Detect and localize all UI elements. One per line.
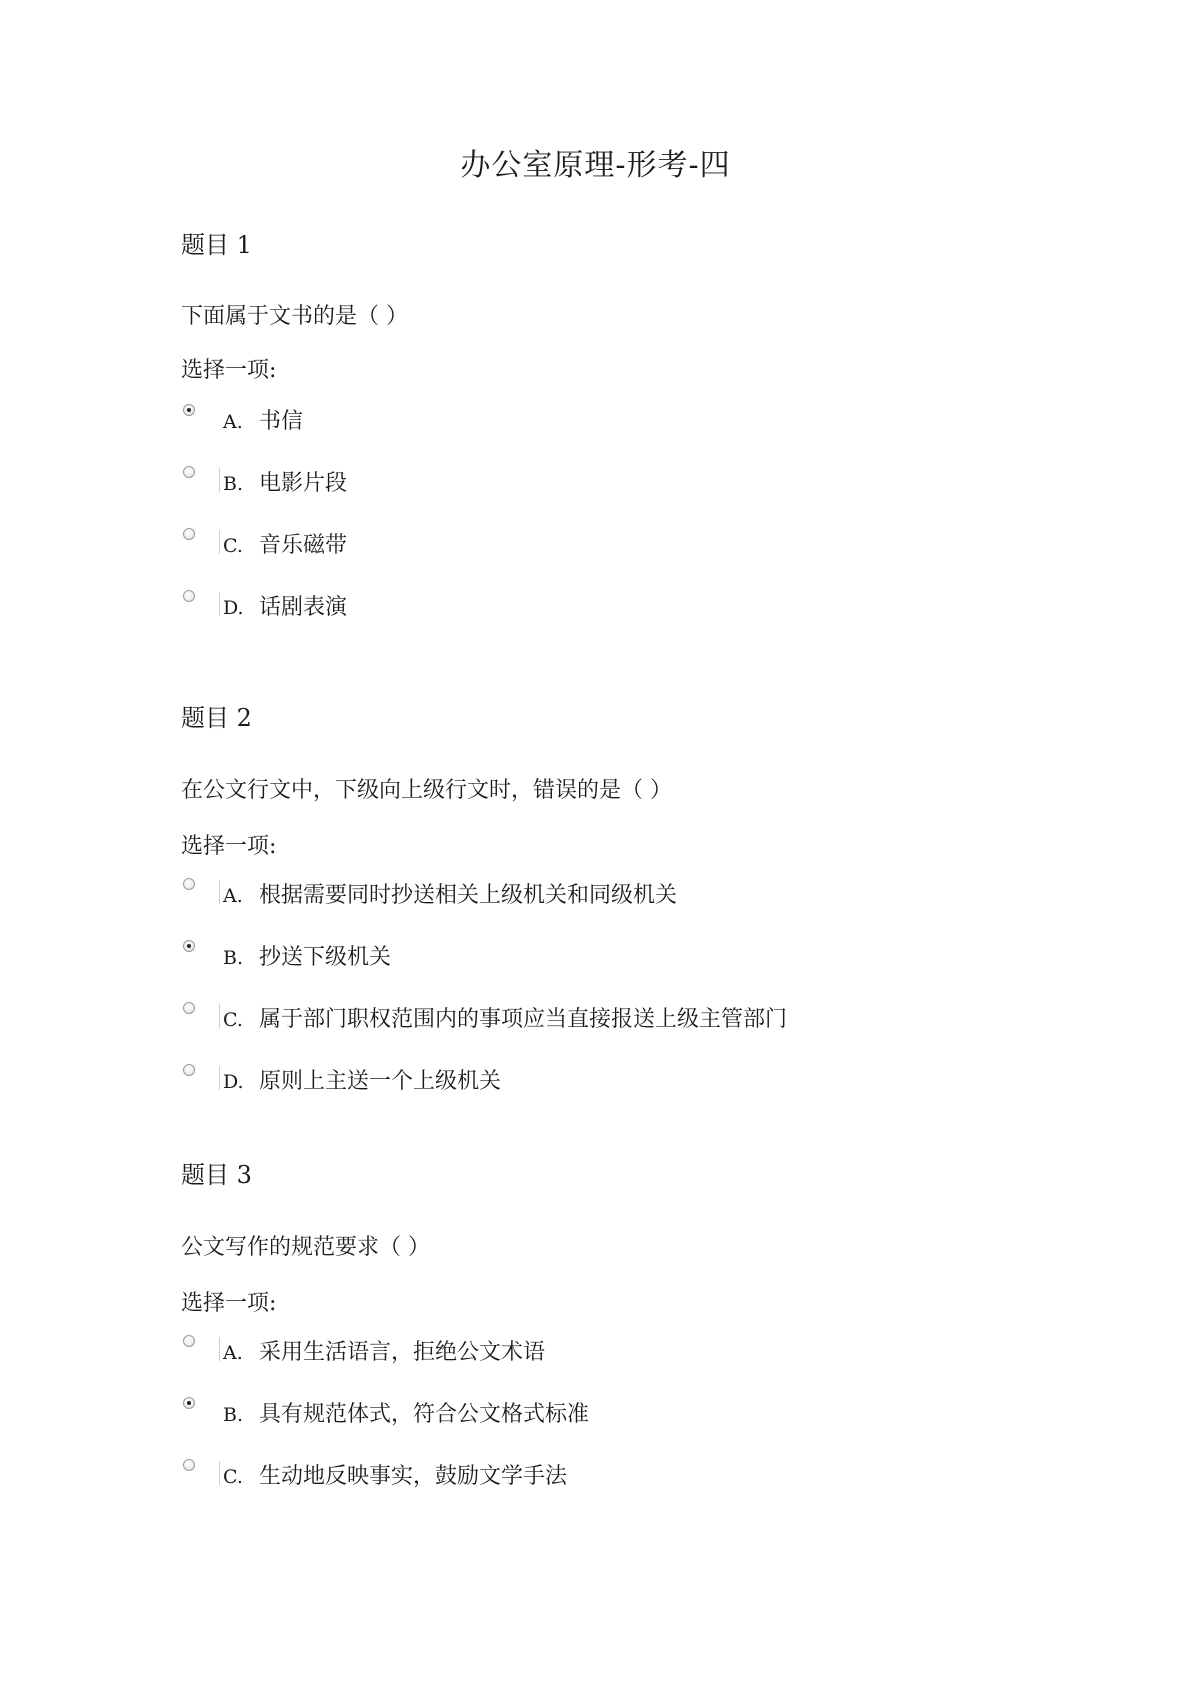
question-stem: 下面属于文书的是（ ）: [181, 304, 408, 329]
radio-icon[interactable]: [183, 1459, 195, 1471]
option-a[interactable]: [183, 404, 1083, 436]
option-text: 具有规范体式，符合公文格式标准: [259, 1402, 590, 1427]
option-text: 电影片段: [259, 471, 348, 496]
option-divider: [219, 880, 220, 904]
question-heading: 题目 1: [181, 231, 252, 259]
option-letter: B.: [223, 473, 244, 495]
radio-dot-icon: [187, 1401, 191, 1405]
option-letter: B.: [223, 1404, 244, 1426]
option-text: 属于部门职权范围内的事项应当直接报送上级主管部门: [259, 1007, 788, 1032]
question-stem: 公文写作的规范要求（ ）: [181, 1235, 430, 1260]
radio-selected-icon[interactable]: [183, 940, 195, 952]
question-stem: 在公文行文中，下级向上级行文时，错误的是（ ）: [181, 778, 672, 803]
option-c[interactable]: [183, 528, 1083, 560]
option-divider: [219, 1337, 220, 1361]
option-text: 原则上主送一个上级机关: [259, 1069, 502, 1094]
radio-icon[interactable]: [183, 466, 195, 478]
radio-icon[interactable]: [183, 590, 195, 602]
option-text: 根据需要同时抄送相关上级机关和同级机关: [259, 883, 678, 908]
option-a[interactable]: [183, 1335, 1083, 1367]
option-divider: [219, 1004, 220, 1028]
option-divider: [219, 1066, 220, 1090]
radio-dot-icon: [187, 944, 191, 948]
option-b[interactable]: [183, 466, 1083, 498]
option-letter: A.: [223, 1342, 243, 1364]
option-c[interactable]: [183, 1459, 1083, 1491]
radio-icon[interactable]: [183, 1335, 195, 1347]
option-d[interactable]: [183, 590, 1083, 622]
option-letter: D.: [223, 1071, 244, 1093]
option-divider: [219, 530, 220, 554]
option-letter: D.: [223, 597, 244, 619]
option-d[interactable]: [183, 1064, 1083, 1096]
option-c[interactable]: [183, 1002, 1083, 1034]
option-divider: [219, 468, 220, 492]
option-text: 抄送下级机关: [259, 945, 392, 970]
select-one-prompt: 选择一项:: [181, 358, 277, 383]
option-letter: A.: [223, 411, 243, 433]
option-a[interactable]: [183, 878, 1083, 910]
radio-icon[interactable]: [183, 1002, 195, 1014]
option-b[interactable]: [183, 940, 1083, 972]
option-letter: B.: [223, 947, 244, 969]
radio-selected-icon[interactable]: [183, 1397, 195, 1409]
radio-icon[interactable]: [183, 1064, 195, 1076]
option-divider: [219, 592, 220, 616]
option-text: 话剧表演: [259, 595, 348, 620]
document-title: 办公室原理-形考-四: [460, 148, 731, 183]
option-letter: C.: [223, 1466, 243, 1488]
option-divider: [219, 1461, 220, 1485]
radio-icon[interactable]: [183, 878, 195, 890]
option-letter: A.: [223, 885, 243, 907]
option-text: 书信: [259, 409, 304, 434]
option-text: 音乐磁带: [259, 533, 348, 558]
option-letter: C.: [223, 1009, 243, 1031]
radio-dot-icon: [187, 408, 191, 412]
question-heading: 题目 2: [181, 704, 252, 732]
option-text: 采用生活语言，拒绝公文术语: [259, 1340, 546, 1365]
select-one-prompt: 选择一项:: [181, 1291, 277, 1316]
radio-selected-icon[interactable]: [183, 404, 195, 416]
question-heading: 题目 3: [181, 1161, 252, 1189]
option-b[interactable]: [183, 1397, 1083, 1429]
option-text: 生动地反映事实，鼓励文学手法: [259, 1464, 568, 1489]
option-letter: C.: [223, 535, 243, 557]
select-one-prompt: 选择一项:: [181, 834, 277, 859]
radio-icon[interactable]: [183, 528, 195, 540]
